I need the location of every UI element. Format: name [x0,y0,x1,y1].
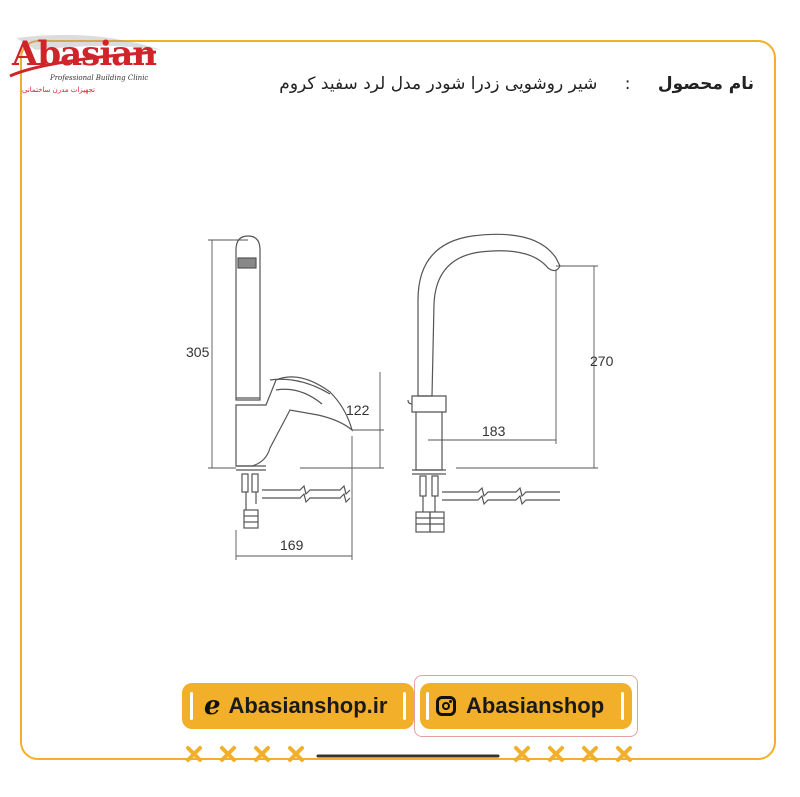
product-name: شیر روشویی زدرا شودر مدل لرد سفید کروم [279,74,598,94]
dim-label-305: 305 [186,344,210,360]
title-colon: : [624,74,631,94]
ie-e-icon: e [204,691,221,721]
instagram-handle: Abasianshop [466,693,605,718]
logo-wordmark: Abasian [12,34,156,74]
product-label: نام محصول [657,74,754,94]
dim-label-183: 183 [482,423,506,439]
website-url: Abasianshop.ir [228,693,388,718]
logo-tagline: Professional Building Clinic [50,74,149,82]
cross-marks-left-icon [188,748,302,760]
cross-marks-right-icon [516,748,630,760]
dim-label-270: 270 [590,353,614,369]
dim-label-169: 169 [280,537,304,553]
logo-tagline-fa: تجهیزات مدرن ساختمانی [22,86,95,94]
dim-label-122: 122 [346,402,370,418]
